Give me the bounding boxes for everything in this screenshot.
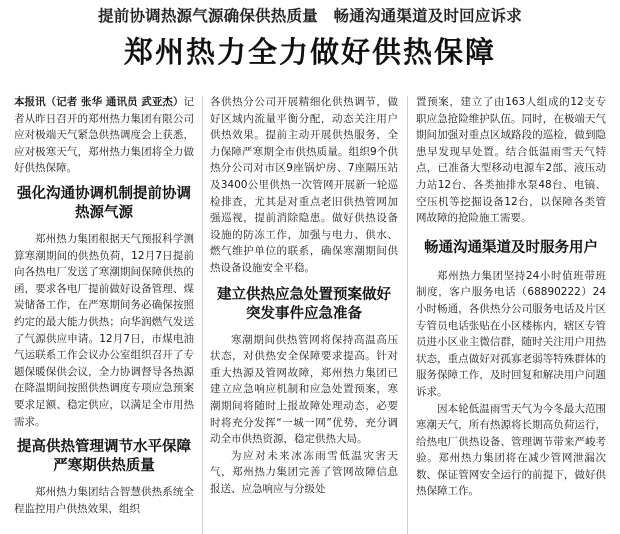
section-title: 提高供热管理调节水平保障严寒期供热质量 [17, 439, 191, 475]
byline: 本报讯（记者 张华 通讯员 武亚杰） [14, 96, 184, 108]
body-paragraph: 因本轮低温雨雪天气为今冬最大范围寒潮天气，所有热源将长期高负荷运行，给热电厂供热设备、管理调节带来严峻考验。郑州热力集团将在减少管网泄漏次数、保证管网安全运行的前提下，做好供热保障工作。 [416, 402, 606, 498]
body-paragraph: 为应对未来冰冻雨雪低温灾害天气，郑州热力集团完善了管网故障信息报送、应急响应与分级处 [210, 449, 398, 495]
article-column-1 [14, 94, 194, 534]
section-title: 畅通沟通渠道及时服务用户 [424, 239, 598, 256]
lead-paragraph [14, 94, 194, 177]
intro-text: 记者从昨日召开的郑州热力集团有限公司应对极端天气紧急供热调度会上获悉，应对极寒天气，郑州热力集团将全力做好供热保障。 [14, 96, 194, 175]
body-paragraph: 郑州热力集团结合智慧供热系统全程监控用户供热效果，组织 [14, 486, 194, 515]
article-headline: 郑州热力全力做好供热保障 [123, 35, 496, 69]
body-paragraph: 寒潮期间供热管网将保持高温高压状态，对供热安全保障要求提高。针对重大热源及管网故障，郑州热力集团已建立应急响应机制和应急处置预案，寒潮期间将随时上报故障处理动态，必要时将充分发挥“一城一网”优势，充分调动全市供热资源，稳定供热大局。 [210, 333, 398, 446]
article-subheadline: 提前协调热源气源确保供热质量 畅通沟通渠道及时回应诉求 [98, 7, 522, 25]
body-paragraph: 各供热分公司开展精细化供热调节，做好区域内流量平衡分配，动态关注用户供热效果。提前主动开展供热服务，全力保障严寒期全市供热质量。组织9个供热分公司对市区9座锅炉房、7座隔压站及3400公里供热一次管网开展新一轮巡检排查，尤其是对重点老旧供热管网加强巡视，提前消除隐患。做好供热设备设施的防冻工作，加强与电力、供水、燃气维护单位的联系，确保寒潮期间供热设备设施安全平稳。 [210, 96, 398, 274]
article-column-2 [210, 94, 398, 534]
section-title: 建立供热应急处置预案做好突发事件应急准备 [217, 286, 391, 322]
column-divider [202, 96, 203, 534]
body-paragraph: 郑州热力集团坚持24小时值班带班制度，客户服务电话（68890222）24小时畅通，各供热分公司服务电话及片区专管员电话张贴在小区楼栋内，辖区专管员进小区业主微信群，随时关注用户用热状态，重点做好对孤寡老弱等特殊群体的服务保障工作，及时回复和解决用户问题诉求。 [416, 269, 606, 398]
column-divider [407, 96, 408, 534]
article-column-3 [416, 94, 606, 534]
body-paragraph: 郑州热力集团根据天气预报科学测算寒潮期间的供热负荷，12月7日提前向各热电厂发送了寒潮期间保障供热的函，要求各电厂提前做好设备管理、煤炭储备工作，在严寒期间务必确保按照约定的最大能力供热；向华润燃气发送了气源供应申请。12月7日，市煤电油气运联系工作会议办公室组织召开了专题保暖保供会议，全力协调督导各热源在降温期间按照供热调度专项应急预案要求足额、稳定供应，以满足全市用热需求。 [14, 232, 194, 428]
body-paragraph: 置预案，建立了由163人组成的12支专职应急抢险维护队伍。同时，在极端天气期间加强对重点区域路段的巡检，做到隐患早发现早处置。结合低温雨雪天气特点，已准备大型移动电源车2部、液压动力站12台、各类抽排水泵48台、电镐、空压机等挖掘设备12台，以保障各类管网故障的抢险施工需要。 [416, 96, 606, 225]
section-title: 强化沟通协调机制提前协调热源气源 [17, 185, 191, 221]
